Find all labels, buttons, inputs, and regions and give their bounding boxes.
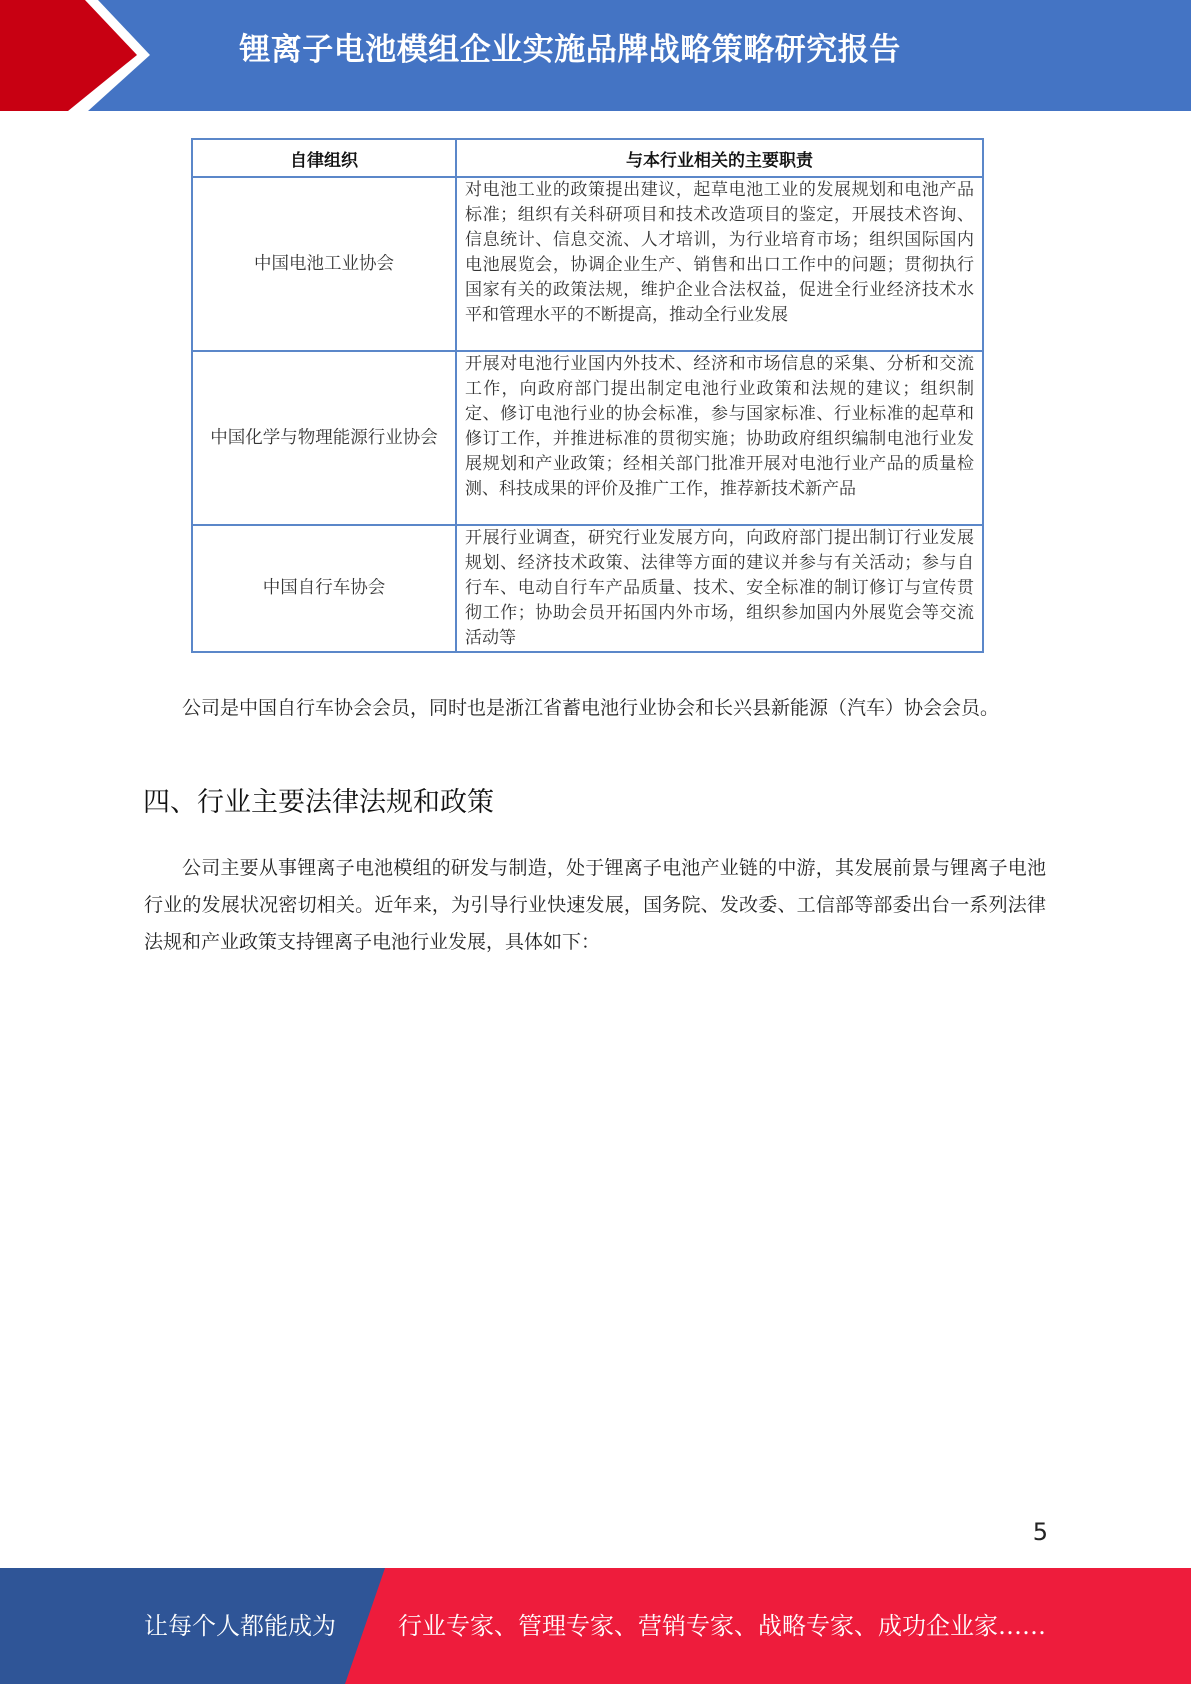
policy-intro-paragraph: 公司主要从事锂离子电池模组的研发与制造，处于锂离子电池产业链的中游，其发展前景与锂离子电池行业的发展状况密切相关。近年来，为引导行业快速发展，国务院、发改委、工信部等部委出台一系列法律法规和产业政策支持锂离子电池行业发展，具体如下： [144, 857, 1046, 953]
self-regulatory-organizations-table [191, 138, 984, 653]
table-header-row [192, 139, 983, 177]
footer-slogan-left: 让每个人都能成为 [144, 1612, 336, 1640]
column-header-duties: 与本行业相关的主要职责 [456, 139, 983, 177]
duty-cell: 对电池工业的政策提出建议，起草电池工业的发展规划和电池产品标准；组织有关科研项目和技术改造项目的鉴定，开展技术咨询、信息统计、信息交流、人才培训，为行业培育市场；组织国际国内电池展览会，协调企业生产、销售和出口工作中的问题；贯彻执行国家有关的政策法规，维护企业合法权益，促进全行业经济技术水平和管理水平的不断提高，推动全行业发展 [456, 177, 983, 351]
duty-cell: 开展对电池行业国内外技术、经济和市场信息的采集、分析和交流工作，向政府部门提出制定电池行业政策和法规的建议；组织制定、修订电池行业的协会标准，参与国家标准、行业标准的起草和修订工作，并推进标准的贯彻实施；协助政府组织编制电池行业发展规划和产业政策；经相关部门批准开展对电池行业产品的质量检测、科技成果的评价及推广工作，推荐新技术新产品 [456, 351, 983, 525]
membership-paragraph: 公司是中国自行车协会会员，同时也是浙江省蓄电池行业协会和长兴县新能源（汽车）协会会员。 [182, 697, 1000, 719]
column-header-organization: 自律组织 [192, 139, 456, 177]
organization-cell: 中国电池工业协会 [192, 177, 456, 351]
footer-slogan-right: 行业专家、管理专家、营销专家、战略专家、成功企业家…… [398, 1612, 1046, 1640]
page-footer [0, 1568, 1191, 1684]
page-number: 5 [1032, 1518, 1048, 1546]
report-title: 锂离子电池模组企业实施品牌战略策略研究报告 [239, 32, 901, 68]
table-row [192, 525, 983, 652]
organization-cell: 中国自行车协会 [192, 525, 456, 652]
page-header [0, 0, 1191, 111]
table-row [192, 351, 983, 525]
organization-cell: 中国化学与物理能源行业协会 [192, 351, 456, 525]
duty-cell: 开展行业调查，研究行业发展方向，向政府部门提出制订行业发展规划、经济技术政策、法律等方面的建议并参与有关活动；参与自行车、电动自行车产品质量、技术、安全标准的制订修订与宣传贯彻工作；协助会员开拓国内外市场，组织参加国内外展览会等交流活动等 [456, 525, 983, 652]
section-heading: 四、行业主要法律法规和政策 [143, 787, 494, 818]
table-row [192, 177, 983, 351]
